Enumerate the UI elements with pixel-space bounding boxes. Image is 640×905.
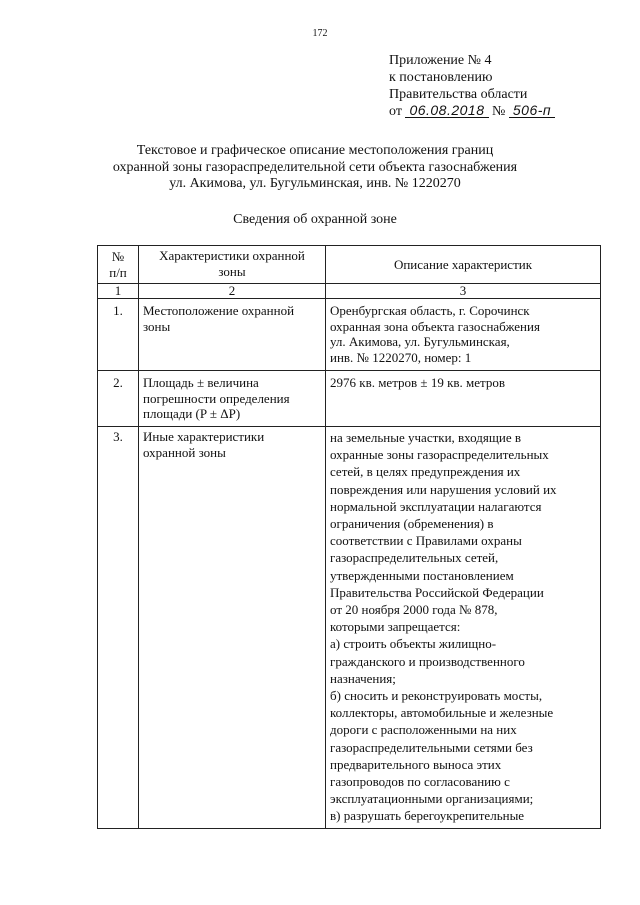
header-number-cell: № п/п (98, 246, 139, 284)
appendix-title: Приложение № 4 (389, 53, 492, 68)
row-characteristic: Площадь ± величина погрешности определения площади (P ± ΔP) (139, 371, 326, 427)
appendix-government: Правительства области (389, 87, 528, 102)
document-title (80, 143, 550, 193)
row-number: 3. (98, 427, 139, 829)
protection-zone-table (97, 245, 601, 829)
header-description-cell: Описание характеристик (326, 246, 601, 284)
row-number: 2. (98, 371, 139, 427)
table-header-row (98, 246, 601, 284)
row-number: 1. (98, 299, 139, 371)
appendix-resolution: к постановлению (389, 70, 493, 85)
row-characteristic: Местоположение охранной зоны (139, 299, 326, 371)
handwritten-number: 506-п (509, 103, 555, 118)
column-number: 2 (139, 284, 326, 299)
row-characteristic: Иные характеристики охранной зоны (139, 427, 326, 829)
appendix-date-line (389, 103, 555, 120)
table-row (98, 427, 601, 829)
title-line: ул. Акимова, ул. Бугульминская, инв. № 1220270 (169, 176, 461, 191)
row-description: 2976 кв. метров ± 19 кв. метров (326, 371, 601, 427)
row-description: на земельные участки, входящие в охранные зоны газораспределительных сетей, в целях предупреждения их повреждения или нарушения условий их нормальной эксплуатации налагаются ограничения (обременения) в соответствии с Правилами охраны газораспределительных сетей, утвержденными постановлением Правительства Российской Федерации от 20 ноября 2000 года № 878, которыми запрещается: а) строить объекты жилищно- гражданского и производственного назначения; б) сносить и реконструировать мосты, коллекторы, автомобильные и железные дороги с расположенными на них газораспределительными сетями без предварительного выноса этих газопроводов по согласованию с эксплуатационными организациями; в) разрушать берегоукрепительные (326, 427, 601, 829)
from-label: от (389, 104, 402, 119)
header-characteristics-cell: Характеристики охранной зоны (139, 246, 326, 284)
page-number: 172 (312, 28, 328, 39)
title-line: охранной зоны газораспределительной сети объекта газоснабжения (112, 159, 518, 175)
table-row (98, 371, 601, 427)
row-description: Оренбургская область, г. Сорочинск охранная зона объекта газоснабжения ул. Акимова, ул. Бугульминская, инв. № 1220270, номер: 1 (326, 299, 601, 371)
column-number: 1 (98, 284, 139, 299)
number-label: № (492, 104, 506, 119)
column-numbers-row (98, 284, 601, 299)
column-number: 3 (326, 284, 601, 299)
table-row (98, 299, 601, 371)
handwritten-date: 06.08.2018 (405, 103, 488, 118)
title-line: Текстовое и графическое описание местоположения границ (136, 143, 494, 158)
section-subtitle: Сведения об охранной зоне (233, 212, 397, 227)
appendix-block (389, 52, 555, 120)
